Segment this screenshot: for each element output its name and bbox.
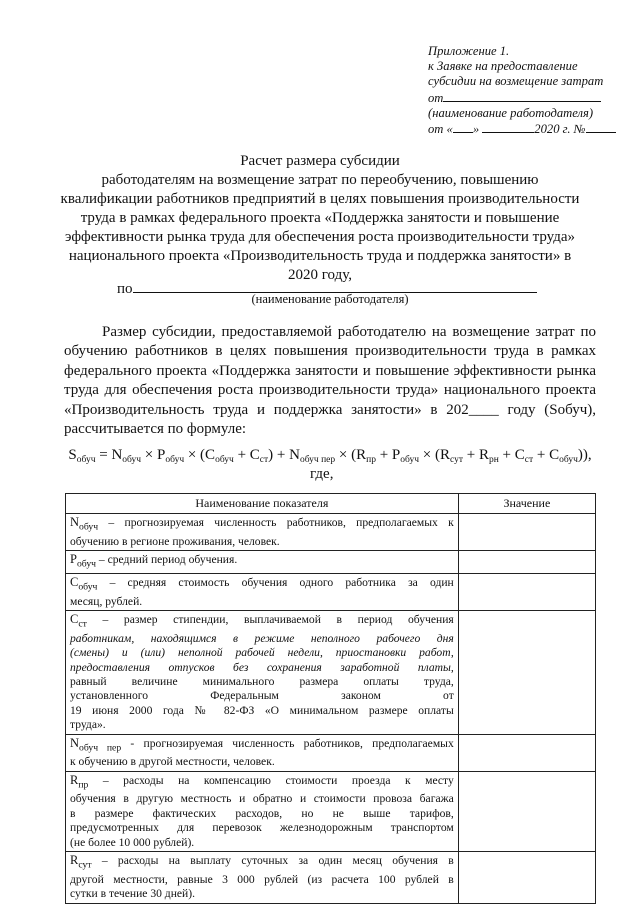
parameter-value-cell[interactable] bbox=[458, 852, 595, 904]
description-text: – расходы на выплату суточных за один месяц обучения в bbox=[91, 854, 454, 867]
description-line: (не более 10 000 рублей). bbox=[70, 835, 195, 849]
document-title bbox=[30, 152, 610, 285]
parameter-symbol: C bbox=[70, 611, 79, 626]
parameter-symbol: N bbox=[70, 515, 80, 529]
description-text: – средний период обучения. bbox=[96, 553, 238, 567]
parameter-symbol: C bbox=[70, 574, 79, 589]
parameter-subscript: обуч bbox=[78, 581, 98, 593]
title-line: квалификации работников предприятий в целях повышения производительности bbox=[60, 191, 580, 207]
parameter-value-cell[interactable] bbox=[458, 551, 595, 574]
description-line: другой местности, равные 3 000 рублей (из расчета 100 рублей в bbox=[70, 872, 454, 886]
header-value: Значение bbox=[458, 494, 595, 514]
subsidy-formula: $S_{обуч} = N_{обуч} \times P_{обуч} \times (C_{обуч} + C_{ст}) + N_{обуч пер} \times (R_{пр} + P_{обуч} \times (R_{сут} + R_{рн} + C_{ст} + C_{обуч}))$, bbox=[68, 447, 592, 465]
description-line: предоставления отпусков без сохранения заработной платы, bbox=[70, 660, 454, 674]
parameter-subscript: обуч пер bbox=[79, 741, 122, 753]
parameter-description bbox=[66, 771, 459, 851]
table-row bbox=[66, 551, 596, 574]
parameter-subscript: ст bbox=[78, 618, 87, 630]
description-text: – прогнозируемая численность работников, предполагаемых к bbox=[98, 516, 454, 529]
description-line bbox=[70, 736, 454, 756]
parameter-description bbox=[66, 551, 459, 574]
table-row bbox=[66, 771, 596, 851]
month-blank[interactable] bbox=[482, 121, 534, 133]
title-line: эффективности рынка труда для обеспечения роста производительности труда» bbox=[65, 229, 575, 245]
parameter-symbol-wrap bbox=[70, 735, 122, 753]
parameter-symbol: R bbox=[70, 772, 79, 787]
table-row bbox=[66, 734, 596, 771]
table-row bbox=[66, 852, 596, 904]
parameter-description bbox=[66, 573, 459, 610]
description-text: – расходы на компенсацию стоимости проезда к месту bbox=[88, 773, 454, 787]
description-text: - прогнозируемая численность работников, предполагаемых bbox=[121, 736, 454, 750]
parameter-symbol: R bbox=[70, 853, 79, 867]
title-line: работодателям на возмещение затрат по переобучению, повышению bbox=[101, 172, 539, 188]
paragraph-line: федерального проекта «Поддержка занятости и повышение эффективности рынка bbox=[64, 362, 596, 379]
table-header-row bbox=[66, 494, 596, 514]
description-text: – средняя стоимость обучения одного работника за один bbox=[97, 575, 454, 589]
appendix-line: (наименование работодателя) bbox=[428, 105, 594, 120]
description-line: к обучению в другой местности, человек. bbox=[70, 755, 275, 769]
description-line bbox=[70, 773, 454, 793]
employer-blank[interactable] bbox=[133, 278, 537, 293]
title-line: Расчет размера субсидии bbox=[240, 153, 400, 169]
parameter-description bbox=[66, 852, 459, 904]
parameter-value-cell[interactable] bbox=[458, 771, 595, 851]
formula-where: где, bbox=[310, 466, 334, 482]
description-line: (смены) и (или) неполной рабочей недели, приостановки работ, bbox=[70, 646, 454, 660]
title-line: 2020 году, bbox=[288, 267, 352, 283]
paragraph-line: «Производительность труда и поддержка занятости» в 202____ году (Sобуч), bbox=[64, 401, 596, 418]
description-line: обучения в другую местность и обратно и стоимости провоза багажа bbox=[70, 792, 454, 806]
parameter-description bbox=[66, 734, 459, 771]
table-row bbox=[66, 610, 596, 734]
parameter-value-cell[interactable] bbox=[458, 514, 595, 551]
header-name: Наименование показателя bbox=[66, 494, 459, 514]
parameter-description bbox=[66, 610, 459, 734]
description-line bbox=[70, 612, 454, 632]
description-line bbox=[70, 853, 454, 873]
description-line: установленного Федеральным законом от bbox=[70, 689, 454, 703]
description-line: обучению в регионе проживания, человек. bbox=[70, 534, 280, 548]
appendix-line: субсидии на возмещение затрат bbox=[428, 74, 604, 89]
parameters-table bbox=[65, 493, 596, 904]
description-line bbox=[70, 515, 454, 535]
description-line: труда». bbox=[70, 718, 106, 732]
parameter-value-cell[interactable] bbox=[458, 610, 595, 734]
parameter-symbol-wrap bbox=[70, 552, 97, 570]
paragraph-line: рассчитывается по формуле: bbox=[64, 421, 247, 438]
employer-name-blank[interactable] bbox=[443, 90, 601, 102]
parameter-symbol-wrap bbox=[70, 772, 89, 790]
paragraph-line: Размер субсидии, предоставляемой работодателю на возмещение затрат по bbox=[102, 324, 596, 340]
title-line: национального проекта «Производительность труда и поддержка занятости» в bbox=[68, 248, 572, 264]
table-row bbox=[66, 573, 596, 610]
title-line: труда в рамках федерального проекта «Поддержка занятости и повышение bbox=[80, 210, 560, 226]
employer-caption: (наименование работодателя) bbox=[251, 292, 409, 306]
description-text: – размер стипендии, выплачиваемой в период обучения bbox=[86, 612, 454, 626]
appendix-line: Приложение 1. bbox=[428, 44, 510, 58]
parameter-symbol-wrap bbox=[70, 574, 98, 593]
body-paragraph bbox=[64, 323, 596, 439]
parameter-symbol-wrap bbox=[70, 515, 99, 533]
appendix-header bbox=[428, 44, 613, 137]
appendix-date-line: от « » 2020 г. № bbox=[428, 121, 613, 137]
po-label: по bbox=[117, 281, 133, 297]
description-line bbox=[70, 552, 454, 572]
description-line: равный величине минимального размера оплаты труда, bbox=[70, 674, 454, 688]
number-blank[interactable] bbox=[586, 121, 616, 133]
paragraph-line: обучению работников в целях повышения производительности труда в рамках bbox=[64, 343, 596, 360]
table-row bbox=[66, 514, 596, 551]
description-line: сутки в течение 30 дней). bbox=[70, 887, 196, 901]
description-line: месяц, рублей. bbox=[70, 594, 143, 608]
description-line: предусмотренных для перевозок железнодорожным транспортом bbox=[70, 821, 454, 835]
day-blank[interactable] bbox=[453, 121, 473, 133]
parameter-subscript: обуч bbox=[79, 521, 99, 533]
description-line: работникам, находящимся в режиме неполного рабочего дня bbox=[70, 631, 454, 645]
parameter-subscript: пр bbox=[78, 778, 89, 790]
parameter-description bbox=[66, 514, 459, 551]
parameter-symbol: N bbox=[70, 735, 80, 750]
parameter-subscript: сут bbox=[78, 859, 92, 871]
description-line bbox=[70, 575, 454, 595]
description-line: в размере фактических расходов, но не выше тарифов, bbox=[70, 806, 454, 820]
appendix-from-label: от bbox=[428, 90, 444, 105]
parameter-symbol-wrap bbox=[70, 853, 92, 871]
parameter-symbol-wrap bbox=[70, 611, 87, 630]
appendix-line: к Заявке на предоставление bbox=[428, 59, 578, 74]
description-line: 19 июня 2000 года № 82-ФЗ «О минимальном размере оплаты bbox=[70, 703, 454, 717]
parameter-value-cell[interactable] bbox=[458, 573, 595, 610]
parameter-value-cell[interactable] bbox=[458, 734, 595, 771]
parameter-symbol: P bbox=[70, 552, 77, 567]
paragraph-line: труда для обеспечения роста производительности труда» национального проекта bbox=[64, 382, 596, 399]
parameter-subscript: обуч bbox=[76, 558, 97, 570]
appendix-from-line bbox=[428, 90, 613, 106]
